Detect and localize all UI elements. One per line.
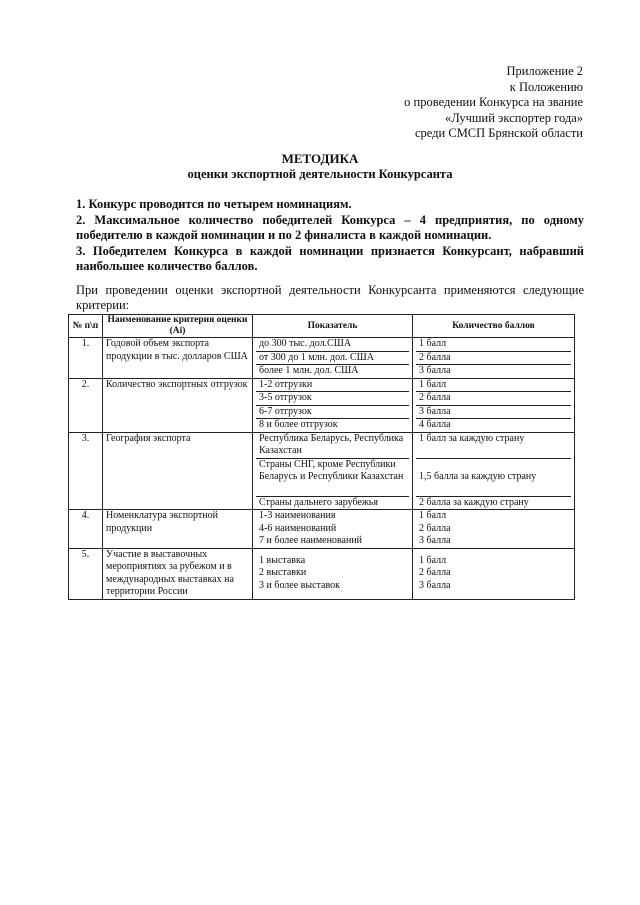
row-number: 1.	[69, 338, 103, 379]
score-text: 1,5 балла за каждую страну	[419, 470, 537, 482]
point-3: 3. Победителем Конкурса в каждой номинации признается Конкурсант, набравший наибольшее количество баллов.	[76, 243, 584, 273]
indicator-cell: 7 и более наименований	[259, 535, 363, 546]
score-group	[413, 338, 575, 379]
header-cell-score: Количество баллов	[413, 315, 575, 338]
score-cell: 2 балла	[419, 567, 451, 579]
document-subtitle: оценки экспортной деятельности Конкурсанта	[187, 167, 453, 181]
score-cell: 2 балла за каждую страну	[419, 496, 529, 508]
score-group	[413, 548, 575, 599]
indicator-group	[253, 548, 413, 599]
point-1: 1. Конкурс проводится по четырем номинациям.	[76, 197, 352, 211]
score-group	[413, 432, 575, 510]
indicator-group	[253, 510, 413, 549]
row-number: 2.	[69, 378, 103, 432]
score-group	[413, 510, 575, 549]
score-cell: 1 балл	[419, 510, 447, 521]
indicator-cell: 1 выставка	[259, 554, 306, 566]
indicator-cell: Республика Беларусь, Республика Казахстан	[256, 433, 409, 459]
header-cell-criterion: Наименование критерия оценки (Ai)	[103, 315, 253, 338]
row-number: 3.	[69, 432, 103, 510]
indicator-cell: 1-3 наименования	[259, 510, 336, 521]
header-line: о проведении Конкурса на звание	[404, 95, 583, 109]
criterion-name: Участие в выставочных мероприятиях за рубежом и в международных выставках на территории России	[103, 548, 253, 599]
criterion-name: География экспорта	[103, 432, 253, 510]
indicator-cell: 3-5 отгрузок	[256, 392, 409, 406]
score-cell: 2 балла	[416, 352, 571, 366]
indicator-group	[253, 338, 413, 379]
indicator-cell: более 1 млн. дол. США	[259, 365, 359, 376]
indicator-cell: 4-6 наименований	[259, 522, 337, 534]
score-cell: 4 балла	[419, 419, 451, 430]
score-cell: 1 балл	[419, 554, 447, 566]
table-row	[69, 548, 575, 599]
score-cell: 3 балла	[419, 365, 451, 376]
score-cell: 3 балла	[419, 579, 451, 591]
indicator-cell: Страны дальнего зарубежья	[259, 496, 378, 508]
table-row	[69, 510, 575, 549]
indicator-cell: 8 и более отгрузок	[259, 419, 338, 430]
point-2: 2. Максимальное количество победителей Конкурса – 4 предприятия, по одному победителю в каждой номинации и по 2 финалиста в каждой номинации.	[76, 212, 584, 242]
row-number: 4.	[69, 510, 103, 549]
header-line: среди СМСП Брянской области	[415, 126, 583, 140]
score-group	[413, 378, 575, 432]
indicator-cell: до 300 тыс. дол.США	[256, 338, 409, 352]
score-cell	[416, 459, 571, 497]
indicator-cell: 6-7 отгрузок	[256, 406, 409, 420]
indicator-group	[253, 378, 413, 432]
indicator-cell: Страны СНГ, кроме Республики Беларусь и Республики Казахстан	[256, 459, 409, 497]
header-cell-indicator: Показатель	[253, 315, 413, 338]
table-row	[69, 378, 575, 432]
criterion-name: Номенклатура экспортной продукции	[103, 510, 253, 549]
criteria-table	[68, 314, 575, 600]
indicator-cell: 2 выставки	[259, 567, 307, 579]
header-line: Приложение 2	[506, 64, 583, 78]
score-cell: 1 балл	[416, 338, 571, 352]
header-cell-number: № п\п	[69, 315, 103, 338]
numbered-points	[76, 197, 584, 275]
header-line: к Положению	[509, 79, 583, 94]
table-header-row	[69, 315, 575, 338]
score-cell: 2 балла	[419, 522, 451, 534]
appendix-header	[404, 64, 583, 142]
intro-paragraph: При проведении оценки экспортной деятельности Конкурсанта применяются следующие критерии:	[76, 283, 584, 312]
score-cell: 3 балла	[416, 406, 571, 420]
indicator-group	[253, 432, 413, 510]
score-cell: 1 балл за каждую страну	[416, 433, 571, 459]
score-cell: 3 балла	[419, 535, 451, 546]
criterion-name: Количество экспортных отгрузок	[103, 378, 253, 432]
indicator-cell: 3 и более выставок	[259, 579, 340, 591]
table-row	[69, 338, 575, 379]
criterion-name: Годовой объем экспорта продукции в тыс. долларов США	[103, 338, 253, 379]
table-row	[69, 432, 575, 510]
document-title: МЕТОДИКА	[281, 151, 359, 166]
header-line: «Лучший экспортер года»	[444, 110, 583, 125]
indicator-cell: от 300 до 1 млн. дол. США	[256, 352, 409, 366]
row-number: 5.	[69, 548, 103, 599]
score-cell: 1 балл	[416, 379, 571, 393]
indicator-cell: 1-2 отгрузки	[256, 379, 409, 393]
score-cell: 2 балла	[416, 392, 571, 406]
